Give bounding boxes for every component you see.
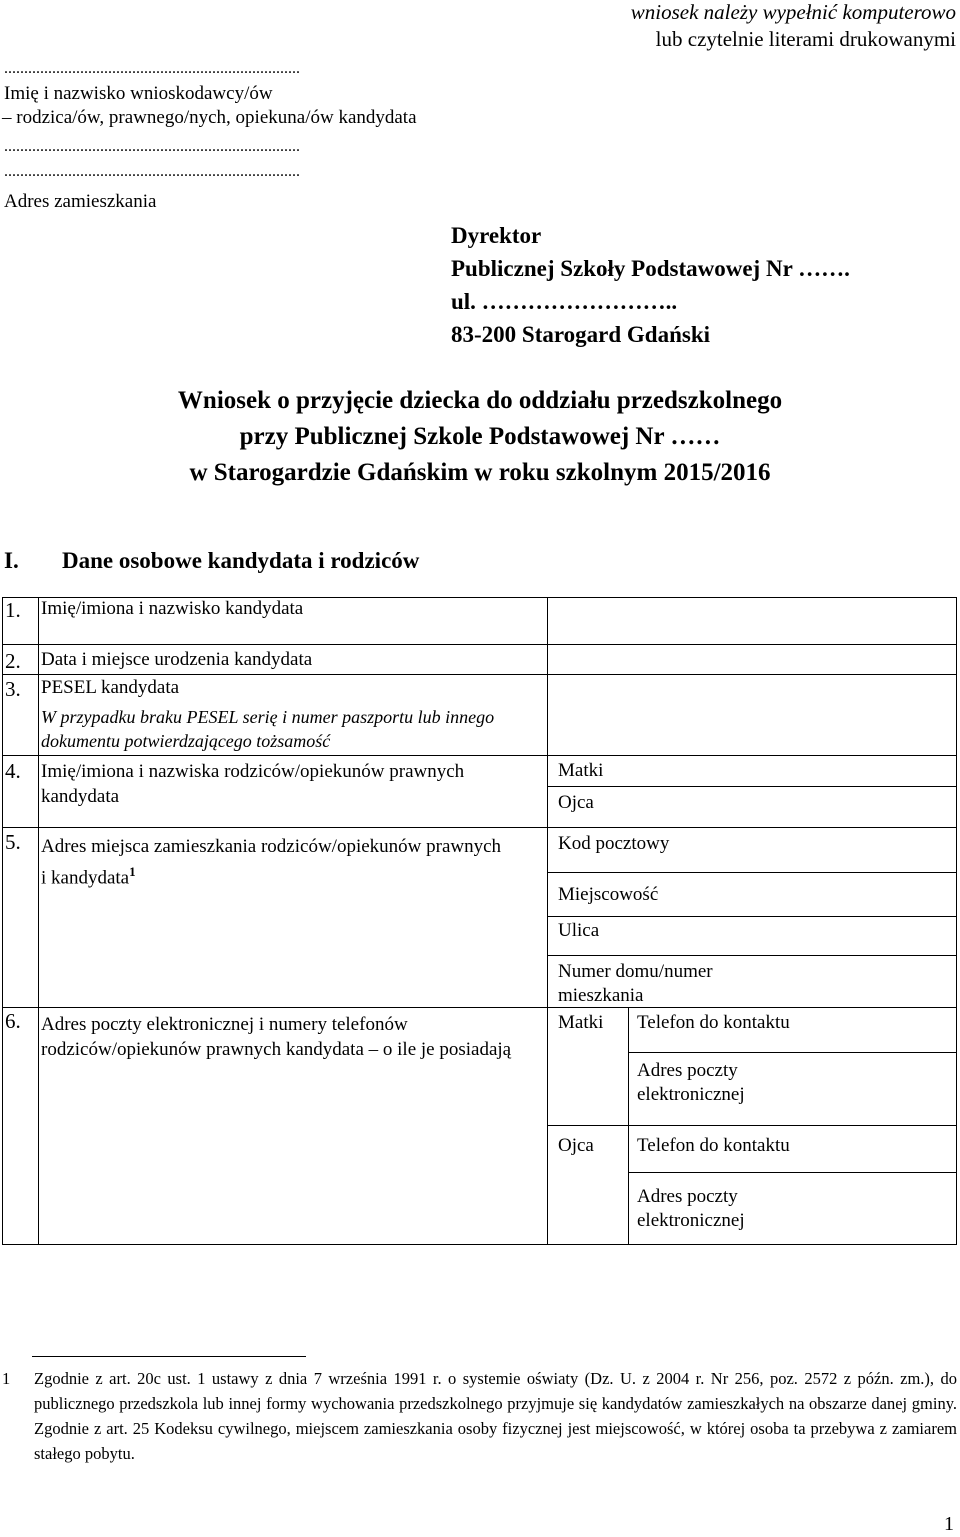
house-number-label: Numer domu/numer mieszkania	[558, 961, 713, 1006]
street-field[interactable]	[548, 917, 956, 956]
row-number: 2.	[3, 645, 39, 675]
row-number: 6.	[3, 1008, 39, 1245]
address-dots-2[interactable]: ..........................................................................	[4, 163, 300, 180]
row-number: 1.	[3, 598, 39, 645]
candidate-name-field[interactable]	[548, 598, 957, 645]
fill-instruction-line1: wniosek należy wypełnić komputerowo	[630, 0, 956, 24]
mother-phone-label: Telefon do kontaktu	[637, 1012, 790, 1033]
candidate-data-table	[2, 597, 957, 1245]
city-label: Miejscowość	[558, 884, 659, 905]
section-title: Dane osobowe kandydata i rodziców	[62, 548, 420, 573]
mother-label: Matki	[558, 760, 604, 781]
pesel-field[interactable]	[548, 675, 957, 756]
postal-code-field[interactable]	[548, 828, 956, 873]
address-fields-cell	[548, 828, 957, 1008]
table-row	[3, 675, 957, 756]
pesel-note: W przypadku braku PESEL serię i numer paszportu lub innego dokumentu potwierdzającego tożsamość	[41, 707, 495, 751]
mother-phone-field[interactable]	[629, 1008, 957, 1052]
father-label: Ojca	[558, 792, 594, 813]
mother-contact-label: Matki	[548, 1008, 629, 1125]
table-row	[3, 598, 957, 645]
birth-data-label: Data i miejsce urodzenia kandydata	[39, 645, 548, 675]
mother-name-field[interactable]	[548, 756, 956, 787]
row-number: 3.	[3, 675, 39, 756]
document-title-line2: przy Publicznej Szkole Podstawowej Nr ……	[239, 423, 721, 450]
section-number: I.	[4, 548, 19, 573]
applicant-name-label: Imię i nazwisko wnioskodawcy/ów	[4, 83, 273, 104]
footnote-number: 1	[2, 1369, 11, 1388]
footnote	[2, 1366, 957, 1466]
mother-email-label: Adres poczty elektronicznej	[637, 1059, 745, 1105]
father-name-field[interactable]	[548, 787, 956, 823]
contact-inner-table	[548, 1008, 956, 1244]
fill-instruction-line2: lub czytelnie literami drukowanymi	[655, 27, 956, 51]
father-phone-field[interactable]	[629, 1125, 957, 1172]
contact-label: Adres poczty elektronicznej i numery telefonów rodziców/opiekunów prawnych kandydata – o ile je posiadają	[39, 1008, 548, 1245]
table-row	[548, 1125, 956, 1172]
father-contact-label: Ojca	[548, 1125, 629, 1244]
footnote-ref: 1	[129, 864, 136, 879]
address-dots-1[interactable]: ..........................................................................	[4, 138, 300, 155]
row-number: 4.	[3, 756, 39, 828]
mother-email-field[interactable]	[629, 1052, 957, 1125]
document-title-line3: w Starogardzie Gdańskim w roku szkolnym 2015/2016	[189, 459, 771, 486]
row-number: 5.	[3, 828, 39, 1008]
pesel-label: PESEL kandydata	[41, 677, 180, 698]
parents-names-cell	[548, 756, 957, 828]
page-number: 1	[944, 1513, 954, 1535]
table-row	[3, 645, 957, 675]
father-email-field[interactable]	[629, 1172, 957, 1244]
footnote-text: Zgodnie z art. 20c ust. 1 ustawy z dnia 7 września 1991 r. o systemie oświaty (Dz. U. z 2004 r. Nr 256, poz. 2572 z późn. zm.), do publicznego przedszkola lub innej formy wychowania przedszkolnego przyjmuje się kandydatów zamieszkałych na obszarze danej gminy. Zgodnie z art. 25 Kodeksu cywilnego, miejscem zamieszkania osoby fizycznej jest miejscowość, w której osoba ta przebywa z zamiarem stałego pobytu.	[34, 1369, 957, 1463]
recipient-title: Dyrektor	[451, 223, 542, 248]
father-email-label: Adres poczty elektronicznej	[637, 1185, 745, 1231]
document-title-line1: Wniosek o przyjęcie dziecka do oddziału przedszkolnego	[177, 387, 783, 414]
address-section-label: Adres miejsca zamieszkania rodziców/opiekunów prawnych i kandydata	[41, 836, 502, 889]
house-number-field[interactable]	[548, 956, 768, 1006]
candidate-name-label: Imię/imiona i nazwisko kandydata	[39, 598, 548, 645]
recipient-school: Publicznej Szkoły Podstawowej Nr …….	[451, 256, 850, 281]
contact-fields-cell	[548, 1008, 957, 1245]
recipient-city: 83-200 Starogard Gdański	[451, 322, 711, 347]
applicant-name-dots[interactable]: ..........................................................................	[4, 60, 300, 77]
recipient-street: ul. ……………………..	[451, 289, 678, 314]
applicant-name-sublabel: – rodzica/ów, prawnego/nych, opiekuna/ów kandydata	[2, 107, 417, 128]
father-phone-label: Telefon do kontaktu	[637, 1134, 790, 1156]
footnote-separator	[32, 1356, 306, 1357]
postal-code-label: Kod pocztowy	[558, 833, 670, 854]
city-field[interactable]	[548, 873, 956, 917]
table-row	[3, 1008, 957, 1245]
pesel-cell	[39, 675, 548, 756]
parents-names-label: Imię/imiona i nazwiska rodziców/opiekunów prawnych kandydata	[39, 756, 548, 828]
birth-data-field[interactable]	[548, 645, 957, 675]
table-row	[548, 1008, 956, 1052]
table-row	[3, 756, 957, 828]
address-cell	[39, 828, 548, 1008]
table-row	[3, 828, 957, 1008]
street-label: Ulica	[558, 920, 600, 941]
address-label: Adres zamieszkania	[4, 191, 157, 212]
